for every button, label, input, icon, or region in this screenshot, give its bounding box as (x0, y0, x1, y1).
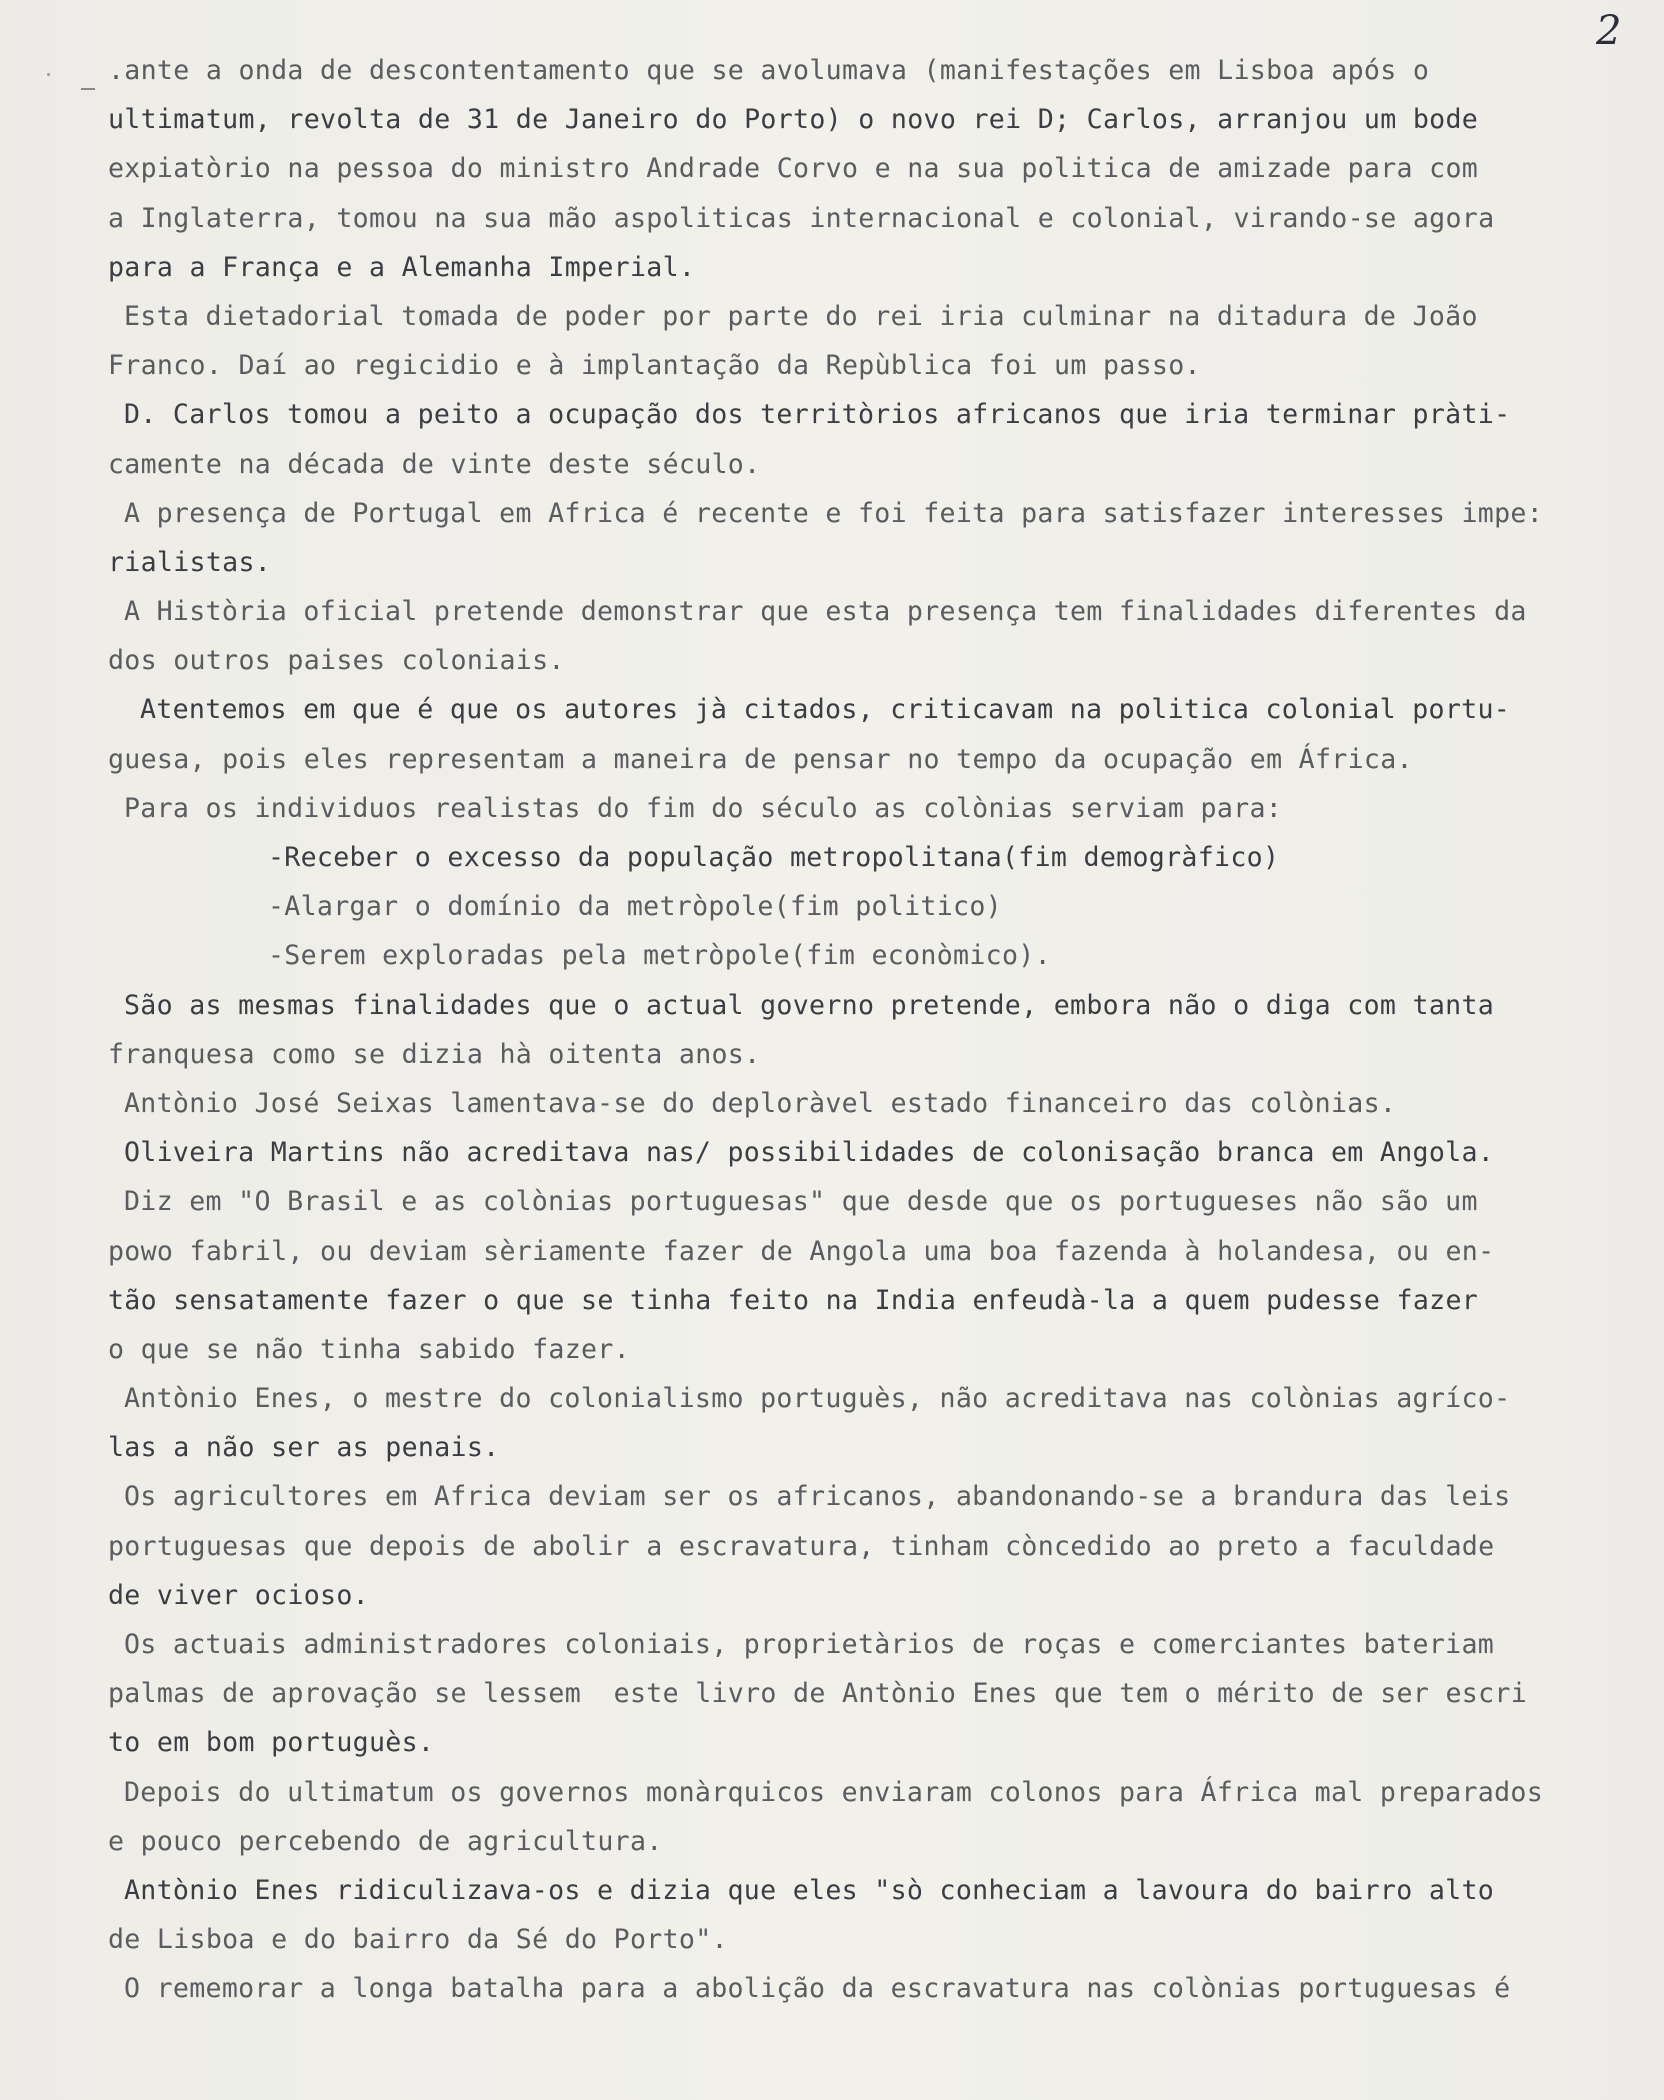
text-line: Antònio José Seixas lamentava-se do deploràvel estado financeiro das colònias. (124, 1087, 1397, 1119)
text-line: Depois do ultimatum os governos monàrquicos enviaram colonos para África mal preparados (124, 1776, 1544, 1808)
text-line: A Història oficial pretende demonstrar que esta presença tem finalidades diferentes da (124, 596, 1527, 628)
text-line: camente na década de vinte deste século. (108, 448, 761, 480)
text-line: Diz em "O Brasil e as colònias portuguesas" que desde que os portugueses não são um (124, 1186, 1478, 1218)
text-line: Os agricultores em Africa deviam ser os africanos, abandonando-se a brandura das leis (124, 1481, 1511, 1513)
text-line: o que se não tinha sabido fazer. (108, 1333, 630, 1365)
text-line: São as mesmas finalidades que o actual governo pretende, embora não o diga com tanta (124, 989, 1495, 1021)
text-line: Antònio Enes ridiculizava-os e dizia que eles "sò conheciam a lavoura do bairro alto (124, 1874, 1495, 1906)
text-line: Para os individuos realistas do fim do século as colònias serviam para: (124, 792, 1283, 824)
text-line: guesa, pois eles representam a maneira de pensar no tempo da ocupação em África. (108, 743, 1413, 775)
text-line: Atentemos em que é que os autores jà citados, criticavam na politica colonial portu- (140, 694, 1511, 726)
document-body (108, 46, 1628, 2014)
text-line: D. Carlos tomou a peito a ocupação dos territòrios africanos que iria terminar pràti- (124, 399, 1511, 431)
text-line: Os actuais administradores coloniais, proprietàrios de roças e comerciantes bateriam (124, 1629, 1495, 1660)
text-line: powo fabril, ou deviam sèriamente fazer de Angola uma boa fazenda à holandesa, ou en- (108, 1235, 1495, 1267)
text-line: e pouco percebendo de agricultura. (108, 1825, 663, 1857)
page-number: 2 (1596, 8, 1622, 54)
text-line: de Lisboa e do bairro da Sé do Porto". (108, 1924, 728, 1956)
text-line: portuguesas que depois de abolir a escravatura, tinham còncedido ao preto a faculdade (108, 1530, 1495, 1562)
text-line: para a França e a Alemanha Imperial. (108, 251, 696, 283)
text-line: -Serem exploradas pela metròpole(fim econòmico). (268, 940, 1051, 972)
text-line: franquesa como se dizia hà oitenta anos. (108, 1038, 761, 1070)
text-line: palmas de aprovação se lessem este livro de Antònio Enes que tem o mérito de ser escri (108, 1678, 1528, 1710)
text-line: de viver ocioso. (108, 1579, 369, 1611)
text-line: -Receber o excesso da população metropolitana(fim demogràfico) (268, 842, 1280, 873)
text-line: .ante a onda de descontentamento que se avolumava (manifestações em Lisboa após o (108, 55, 1430, 86)
text-line: ultimatum, revolta de 31 de Janeiro do Porto) o novo rei D; Carlos, arranjou um bode (108, 104, 1479, 136)
text-line: Franco. Daí ao regicidio e à implantação da Repùblica foi um passo. (108, 350, 1201, 382)
text-line: A presença de Portugal em Africa é recente e foi feita para satisfazer interesses impe: (124, 497, 1544, 529)
text-line: to em bom portuguès. (108, 1727, 435, 1759)
text-line: Antònio Enes, o mestre do colonialismo portuguès, não acreditava nas colònias agríco- (124, 1383, 1511, 1415)
margin-mark (81, 88, 95, 90)
text-line: Oliveira Martins não acreditava nas/ possibilidades de colonisação branca em Angola. (124, 1137, 1495, 1169)
text-line: tão sensatamente fazer o que se tinha feito na India enfeudà-la a quem pudesse fazer (108, 1284, 1479, 1316)
text-line: a Inglaterra, tomou na sua mão aspoliticas internacional e colonial, virando-se agora (108, 202, 1495, 234)
text-line: O rememorar a longa batalha para a abolição da escravatura nas colònias portuguesas é (124, 1973, 1511, 2005)
text-line: Esta dietadorial tomada de poder por parte do rei iria culminar na ditadura de João (124, 300, 1478, 332)
text-line: -Alargar o domínio da metròpole(fim politico) (268, 891, 1002, 923)
margin-dot (47, 73, 50, 76)
text-line: dos outros paises coloniais. (108, 645, 565, 677)
text-line: expiatòrio na pessoa do ministro Andrade Corvo e na sua politica de amizade para com (108, 153, 1479, 185)
text-line: rialistas. (108, 546, 272, 578)
text-line: las a não ser as penais. (108, 1432, 500, 1464)
